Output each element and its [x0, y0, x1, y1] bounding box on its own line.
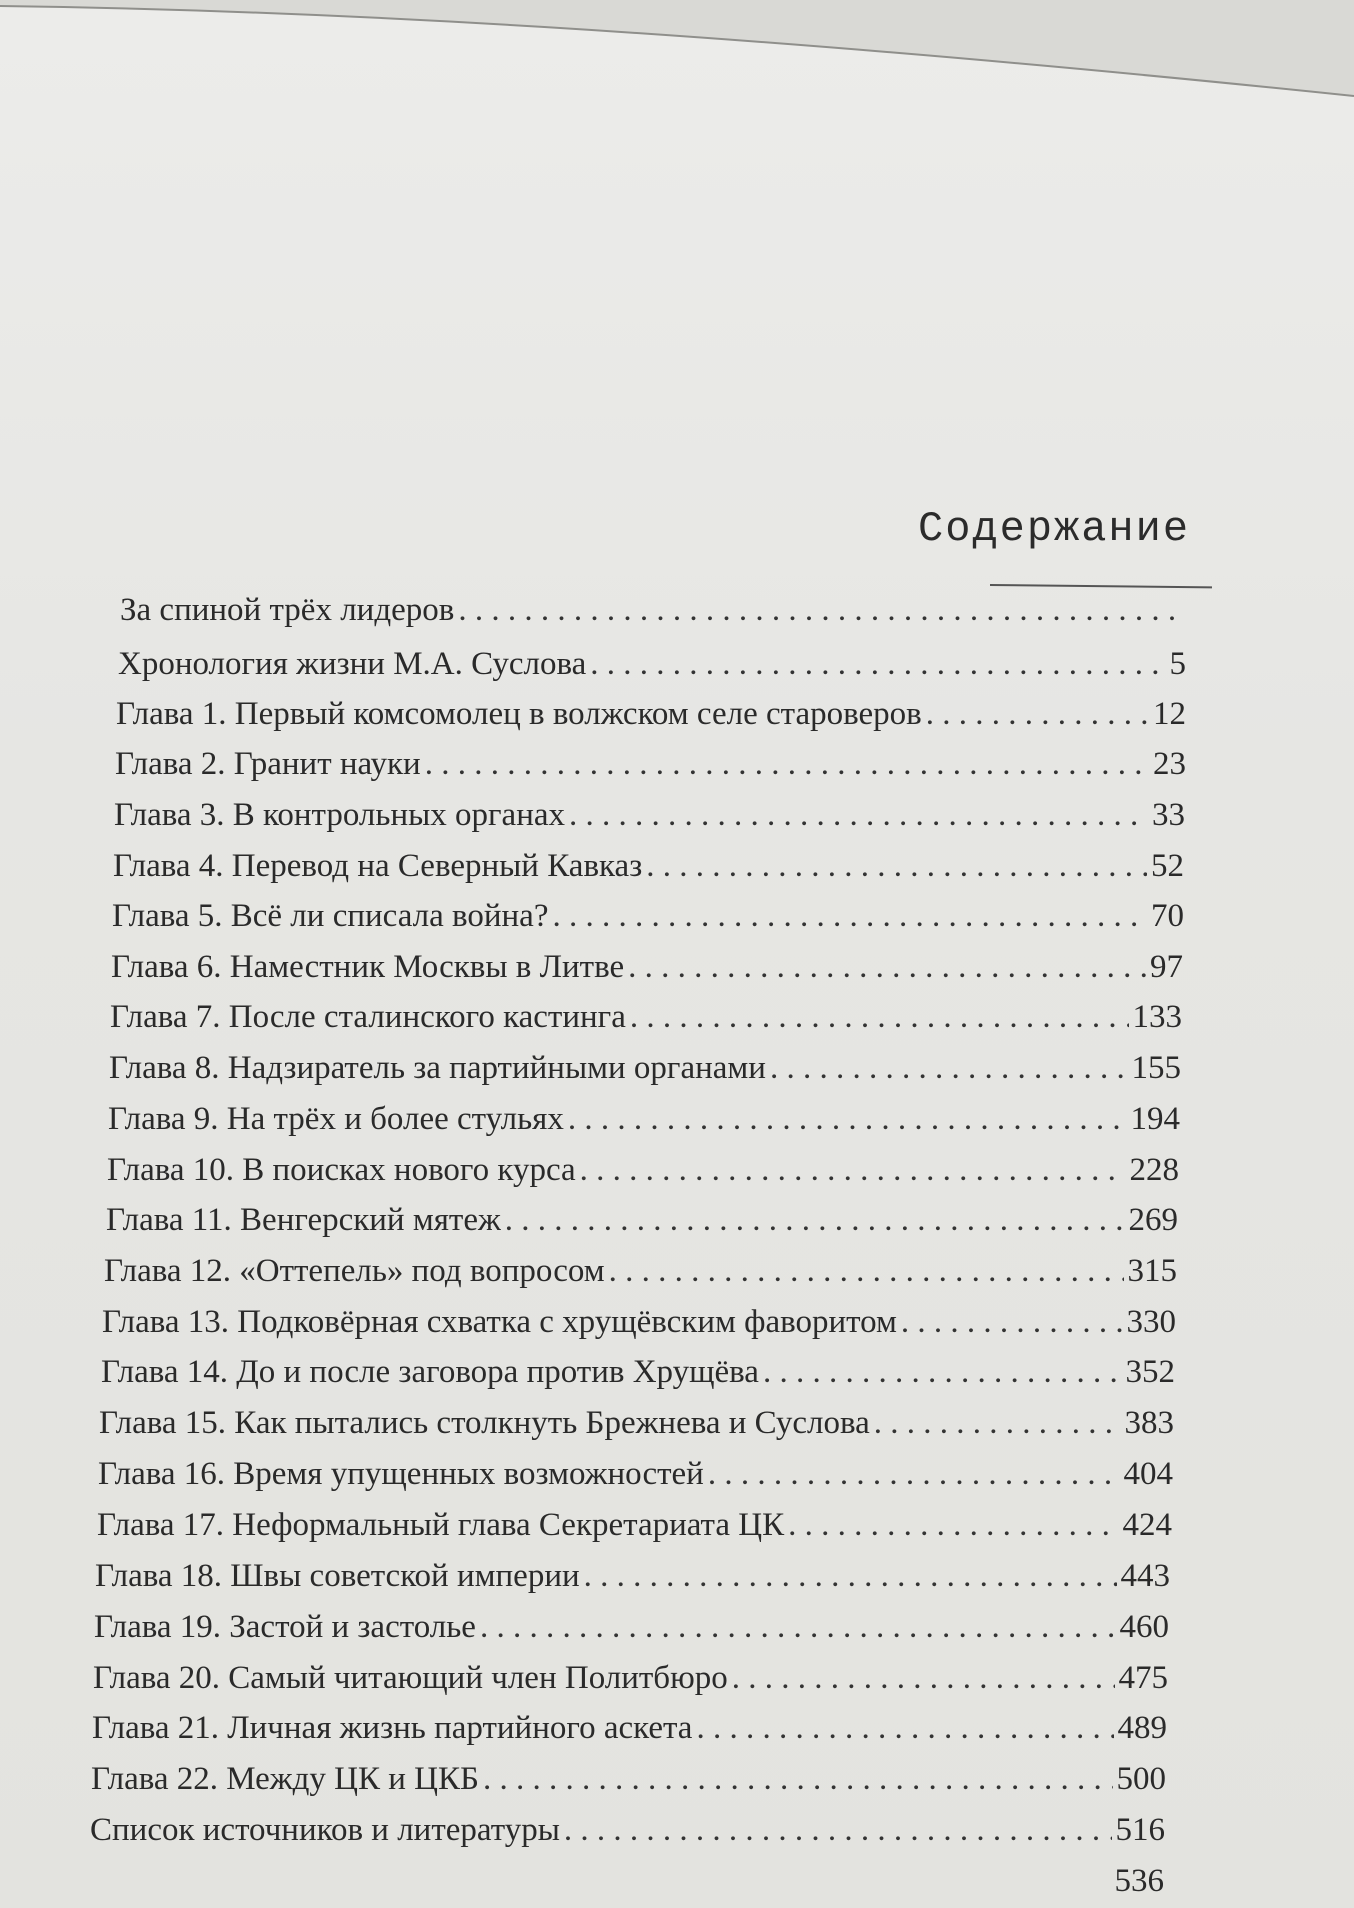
toc-entry-label: Глава 15. Как пытались столкнуть Брежнева и Суслова [99, 1405, 870, 1441]
toc-entry-label: Глава 14. До и после заговора против Хрущёва [101, 1354, 759, 1390]
toc-entry[interactable] [107, 1148, 1179, 1192]
toc-entry[interactable] [118, 642, 1186, 686]
toc-entry-label: Глава 6. Наместник Москвы в Литве [111, 949, 625, 985]
toc-entry-page: 516 [1115, 1812, 1165, 1848]
toc-entry-page: 460 [1119, 1609, 1169, 1645]
toc-entry[interactable] [99, 1401, 1174, 1445]
toc-entry[interactable] [109, 1046, 1181, 1090]
toc-entry[interactable] [112, 894, 1184, 938]
toc-leader-dots [590, 642, 1165, 686]
toc-entry-label: Глава 18. Швы советской империи [95, 1558, 580, 1594]
toc-entry-label: Список источников и литературы [90, 1812, 560, 1848]
toc-entry-label: Глава 4. Перевод на Северный Кавказ [113, 848, 643, 884]
toc-entry-page: 133 [1132, 999, 1182, 1035]
toc-entry-page: 33 [1152, 797, 1185, 833]
toc-entry-label: Глава 11. Венгерский мятеж [106, 1202, 501, 1238]
toc-entry-page: 23 [1153, 746, 1186, 782]
toc-entry[interactable] [91, 1757, 1166, 1801]
toc-entry-page: 155 [1131, 1050, 1181, 1086]
toc-leader-dots [732, 1656, 1115, 1700]
toc-leader-dots [874, 1401, 1121, 1445]
toc-entry-page: 97 [1150, 949, 1183, 985]
toc-leader-dots [564, 1808, 1112, 1852]
toc-entry-page: 352 [1125, 1354, 1175, 1390]
toc-entry-page: 489 [1117, 1710, 1167, 1746]
toc-entry-page: 443 [1120, 1558, 1170, 1594]
toc-leader-dots [480, 1605, 1116, 1649]
toc-title: Содержание [918, 505, 1191, 553]
toc-leader-dots [788, 1503, 1118, 1547]
toc-leader-dots [901, 1300, 1123, 1344]
toc-entry-label: Хронология жизни М.А. Суслова [118, 646, 587, 682]
toc-entry[interactable] [104, 1249, 1177, 1293]
toc-entry-page: 12 [1153, 696, 1186, 732]
toc-leader-dots [425, 742, 1149, 786]
toc-entry-label: Глава 9. На трёх и более стульях [108, 1101, 564, 1137]
toc-entry[interactable] [120, 588, 1186, 632]
toc-entry-page: 269 [1128, 1202, 1178, 1238]
toc-entry[interactable] [115, 742, 1186, 786]
toc-entry-page: 383 [1124, 1405, 1174, 1441]
toc-entry-page: 424 [1122, 1507, 1172, 1543]
toc-entry-label: Глава 17. Неформальный глава Секретариата ЦК [97, 1507, 785, 1543]
toc-leader-dots [646, 844, 1147, 888]
toc-entry[interactable] [113, 844, 1184, 888]
toc-leader-dots [483, 1757, 1113, 1801]
toc-entry[interactable] [110, 995, 1182, 1039]
toc-entry-page: 500 [1116, 1761, 1166, 1797]
toc-entry-label: Глава 10. В поисках нового курса [107, 1152, 576, 1188]
toc-entry-page: 52 [1151, 848, 1184, 884]
toc-entry-label: Глава 20. Самый читающий член Политбюро [93, 1660, 728, 1696]
toc-entry-page: 315 [1127, 1253, 1177, 1289]
toc-leader-dots [696, 1706, 1113, 1750]
toc-entry-label: Глава 8. Надзиратель за партийными органами [109, 1050, 766, 1086]
toc-entry[interactable] [1000, 1859, 1164, 1903]
toc-entry-label: За спиной трёх лидеров [120, 592, 455, 628]
toc-leader-dots [926, 692, 1149, 736]
toc-entry-page: 228 [1129, 1152, 1179, 1188]
toc-entry[interactable] [101, 1350, 1175, 1394]
toc-entry[interactable] [116, 692, 1186, 736]
toc-leader-dots [628, 945, 1146, 989]
toc-entry[interactable] [98, 1452, 1173, 1496]
toc-leader-dots [584, 1554, 1117, 1598]
toc-leader-dots [552, 894, 1147, 938]
toc-entry-label: Глава 16. Время упущенных возможностей [98, 1456, 704, 1492]
toc-entry-label: Глава 5. Всё ли списала война? [112, 898, 549, 934]
toc-entry-label: Глава 12. «Оттепель» под вопросом [104, 1253, 605, 1289]
toc-entry-page: 404 [1123, 1456, 1173, 1492]
toc-leader-dots [630, 995, 1129, 1039]
toc-entry[interactable] [111, 945, 1183, 989]
toc-leader-dots [708, 1452, 1120, 1496]
toc-leader-dots [763, 1350, 1122, 1394]
toc-entry-page: 5 [1169, 646, 1186, 682]
toc-entry-label: Глава 22. Между ЦК и ЦКБ [91, 1761, 479, 1797]
toc-entry[interactable] [114, 793, 1185, 837]
toc-entry-label: Глава 21. Личная жизнь партийного аскета [92, 1710, 693, 1746]
toc-entry[interactable] [93, 1656, 1168, 1700]
toc-entry[interactable] [108, 1097, 1180, 1141]
toc-leader-dots [458, 588, 1182, 632]
toc-entry[interactable] [102, 1300, 1176, 1344]
toc-entry-label: Глава 19. Застой и застолье [94, 1609, 476, 1645]
toc-entry[interactable] [90, 1808, 1165, 1852]
toc-entry-page: 536 [1114, 1863, 1164, 1899]
toc-entry[interactable] [94, 1605, 1169, 1649]
toc-leader-dots [770, 1046, 1128, 1090]
toc-leader-dots [580, 1148, 1126, 1192]
toc-entry-page: 194 [1130, 1101, 1180, 1137]
toc-leader-dots [609, 1249, 1124, 1293]
toc-entry-label: Глава 3. В контрольных органах [114, 797, 566, 833]
toc-entry-label: Глава 1. Первый комсомолец в волжском селе староверов [116, 696, 922, 732]
toc-entry[interactable] [92, 1706, 1167, 1750]
toc-entry[interactable] [97, 1503, 1172, 1547]
toc-entry-label: Глава 7. После сталинского кастинга [110, 999, 626, 1035]
toc-leader-dots [569, 793, 1148, 837]
toc-entry-page: 70 [1151, 898, 1184, 934]
toc-leader-dots [568, 1097, 1127, 1141]
toc-entry[interactable] [106, 1198, 1178, 1242]
toc-entry-label: Глава 13. Подковёрная схватка с хрущёвским фаворитом [102, 1304, 897, 1340]
toc-entry-label: Глава 2. Гранит науки [115, 746, 421, 782]
toc-entry-page: 475 [1118, 1660, 1168, 1696]
toc-leader-dots [505, 1198, 1125, 1242]
toc-entry-page: 330 [1126, 1304, 1176, 1340]
toc-entry[interactable] [95, 1554, 1170, 1598]
